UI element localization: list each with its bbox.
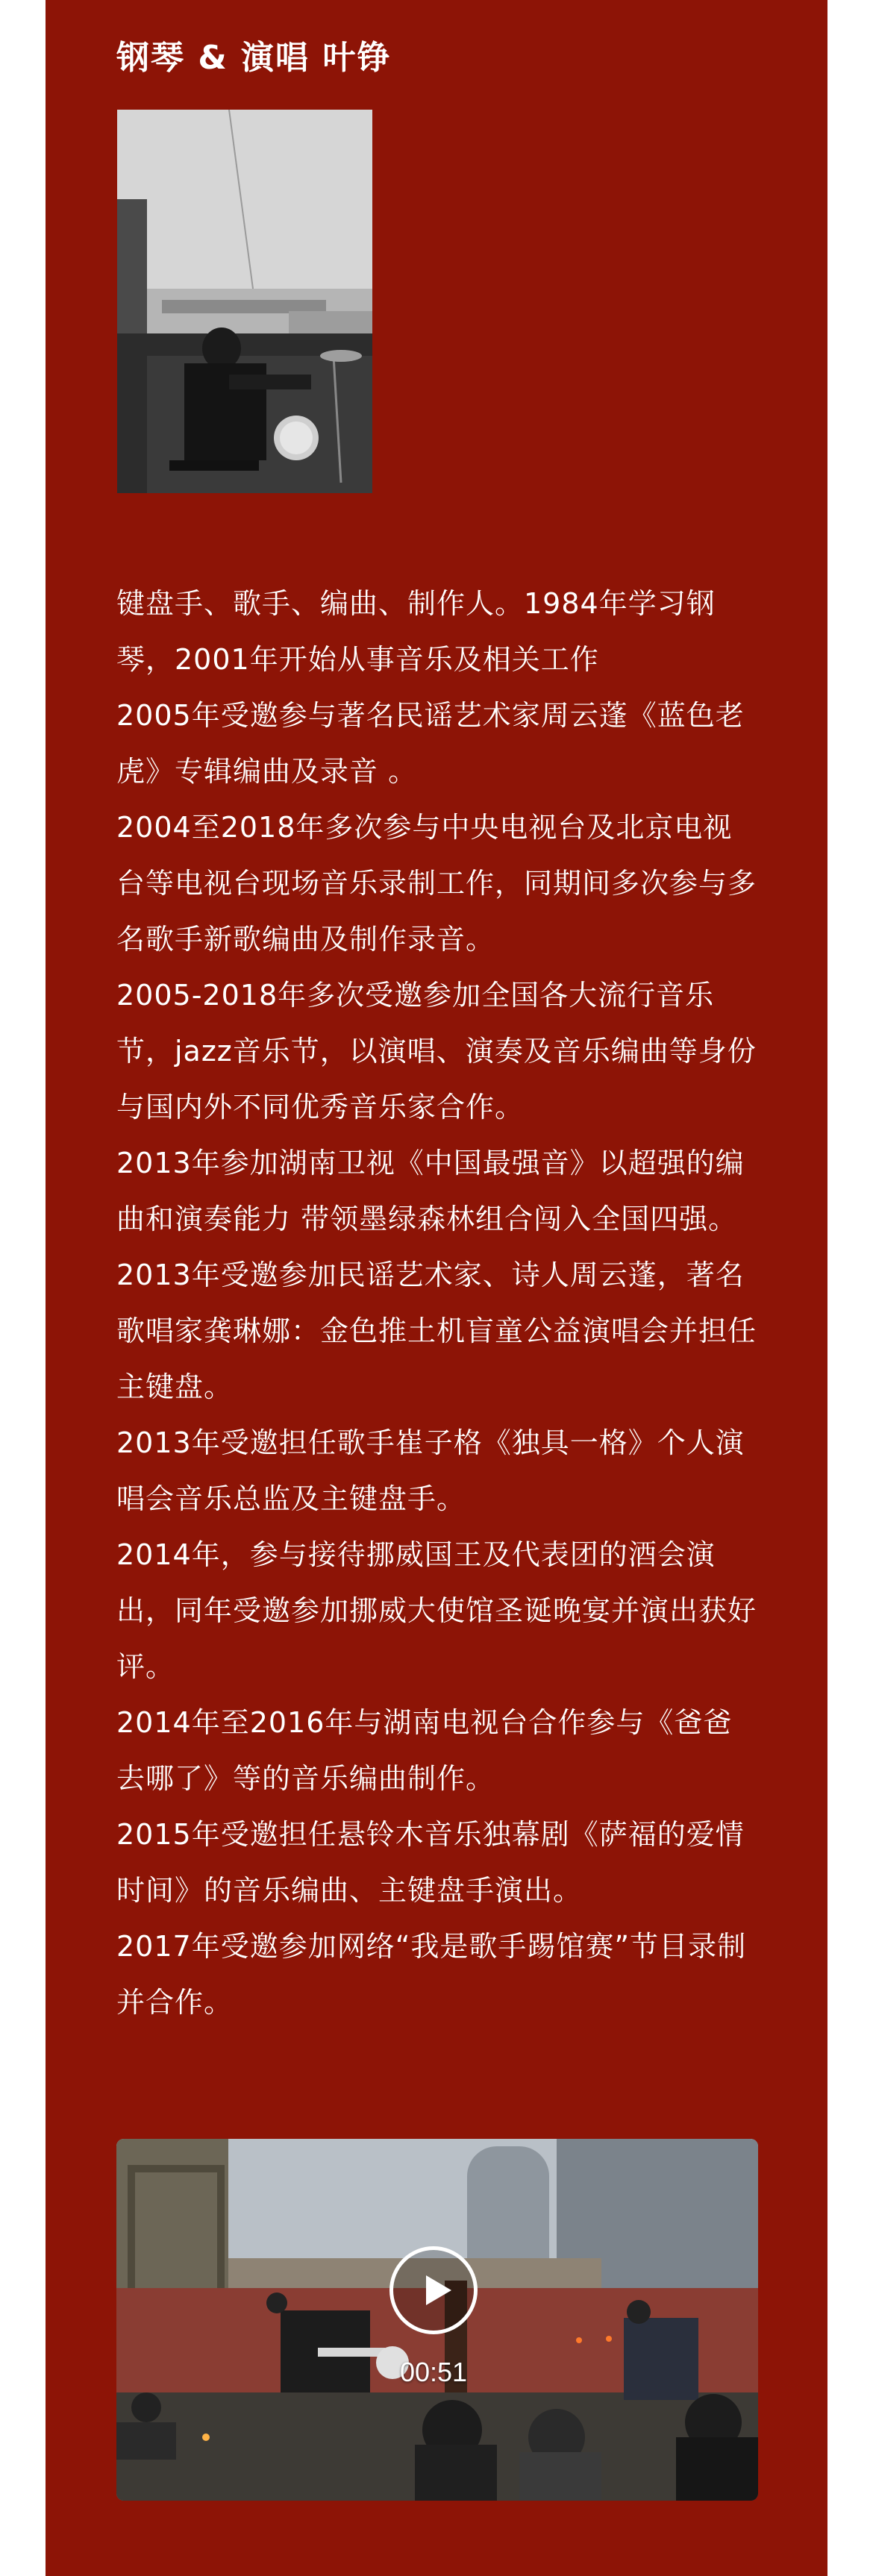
bio-paragraph: 2013年参加湖南卫视《中国最强音》以超强的编曲和演奏能力 带领墨绿森林组合闯入全国四强。: [116, 1147, 745, 1235]
performer-photo: [117, 110, 372, 493]
bio-paragraph: 2014年，参与接待挪威国王及代表团的酒会演出，同年受邀参加挪威大使馆圣诞晚宴并演出获好评。: [116, 1538, 757, 1683]
section-title: 钢琴 & 演唱 叶铮: [116, 39, 392, 77]
bio-text: [116, 576, 758, 2031]
photo-scene: [117, 110, 372, 493]
play-icon: [393, 2250, 474, 2331]
bio-paragraph: 2005-2018年多次受邀参加全国各大流行音乐节，jazz音乐节，以演唱、演奏及音乐编曲等身份与国内外不同优秀音乐家合作。: [116, 979, 757, 1124]
bio-paragraph: 2004至2018年多次参与中央电视台及北京电视台等电视台现场音乐录制工作，同期间多次参与多名歌手新歌编曲及制作录音。: [116, 811, 757, 956]
bio-paragraph: 2013年受邀参加民谣艺术家、诗人周云蓬，著名歌唱家龚琳娜：金色推土机盲童公益演唱会并担任主键盘。: [116, 1259, 757, 1403]
play-button[interactable]: [389, 2246, 478, 2334]
bio-paragraph: 2015年受邀担任悬铃木音乐独幕剧《萨福的爱情时间》的音乐编曲、主键盘手演出。: [116, 1818, 745, 1907]
bio-paragraph: 键盘手、歌手、编曲、制作人。1984年学习钢琴，2001年开始从事音乐及相关工作: [116, 587, 716, 676]
bio-paragraph: 2017年受邀参加网络“我是歌手踢馆赛”节目录制并合作。: [116, 1930, 747, 2019]
video-duration: 00:51: [399, 2357, 468, 2387]
bio-paragraph: 2005年受邀参与著名民谣艺术家周云蓬《蓝色老虎》专辑编曲及录音 。: [116, 699, 745, 788]
bio-paragraph: 2013年受邀担任歌手崔子格《独具一格》个人演唱会音乐总监及主键盘手。: [116, 1426, 745, 1515]
bio-paragraph: 2014年至2016年与湖南电视台合作参与《爸爸去哪了》等的音乐编曲制作。: [116, 1706, 733, 1795]
video-player[interactable]: [116, 2139, 758, 2501]
